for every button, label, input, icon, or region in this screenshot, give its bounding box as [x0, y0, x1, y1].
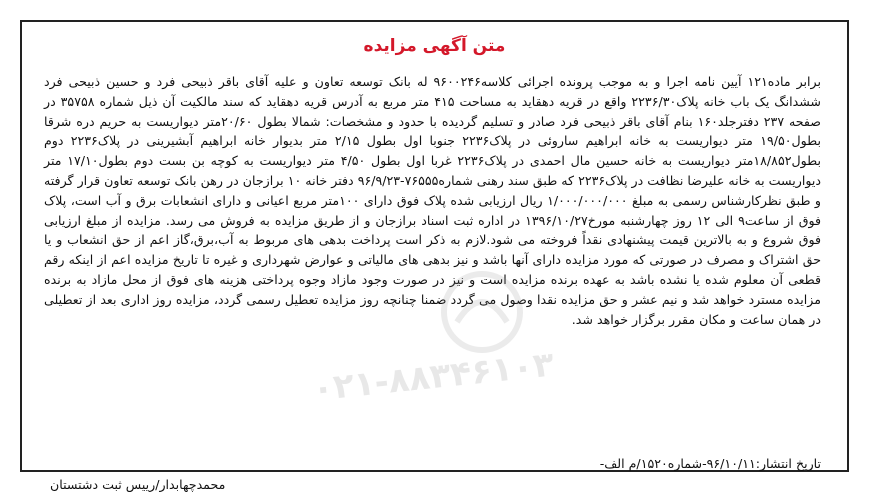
publish-date: تاریخ انتشار:۹۶/۱۰/۱۱-شماره۱۵۲۰/م الف-: [599, 456, 821, 471]
notice-title: متن آگهی مزایده: [363, 36, 506, 56]
notice-body-text: برابر ماده۱۲۱ آیین نامه اجرا و به موجب پرونده اجرائی کلاسه۹۶۰۰۲۴۶ له بانک توسعه تعاون و علیه آقای باقر ذبیحی فرد و حسین ذبیحی فرد ششدانگ یک باب خانه پلاک۲۲۳۶/۳۰ واقع در قریه دهقاید به مساحت ۴۱۵ متر مربع به آدرس قریه دهقاید که سند مالکیت آن ذیل شماره ۳۵۷۵۸ در صفحه ۲۳۷ دفترجلد۱۶۰ بنام آقای باقر ذبیحی فرد صادر و تسلیم گردیده با حدود و مشخصات: شمالا بطول ۲۰/۶۰متر دیواریست به حریم دره شرقا بطول۱۹/۵۰ متر دیواریست به خانه ابراهیم ساروئی در پلاک۲۲۳۶ جنوبا اول بطول ۲/۱۵ متر بدیوار خانه ابراهیم آبشیرینی در پلاک۲۲۳۶ دوم بطول۱۸/۸۵۲متر دیواریست به خانه حسین مال احمدی در پلاک۲۲۳۶ غربا اول بطول ۴/۵۰ متر دیواریست به کوچه بن بست دوم بطول۱۷/۱۰ متر دیواریست به خانه علیرضا نظافت در پلاک۲۲۳۶ که طبق سند رهنی شماره۷۶۵۵۵-۹۶/۹/۲۳ دفتر خانه ۱۰ برازجان در رهن بانک توسعه تعاون قرار گرفته و طبق نظرکارشناس رسمی به مبلغ ۱/۰۰۰/۰۰۰/۰۰۰ ریال ارزیابی شده پلاک فوق دارای ۱۰۰متر مربع اعیانی و دارای انشعابات برق و آب است، پلاک فوق از ساعت۹ الی ۱۲ روز چهارشنبه مورخ۱۳۹۶/۱۰/۲۷ در اداره ثبت اسناد برازجان و از طریق مزایده به فروش می رسد. مزایده از مبلغ ارزیابی فوق شروع و به بالاترین قیمت پیشنهادی نقداً فروخته می شود.لازم به ذکر است پرداخت بدهی های مربوط به آب،برق،گاز اعم از حق انشعاب و یا حق اشتراک و مصرف در صورتی که مورد مزایده دارای آنها باشد و نیز بدهی های مالیاتی و عوارض شهرداری و غیره تا تاریخ مزایده اعم از اینکه رقم قطعی آن معلوم شده یا نشده باشد به عهده برنده مزایده است و نیز در صورت وجود مازاد وجوه پرداختی هزینه های فوق از محل مازاد به برنده مزایده مسترد خواهد شد و نیم عشر و حق مزایده نقدا وصول می گردد ضمنا چنانچه روز مزایده تعطیل رسمی گردد، مزایده روز اداری بعد از تعطیلی در همان ساعت و مکان مقرر برگزار خواهد شد.: [44, 74, 822, 327]
watermark-phone: ۰۲۱-۸۸۳۴۶۱۰۳: [310, 344, 556, 410]
notice-frame: [20, 20, 849, 492]
signature: محمدچهابدار/رییس ثبت دشتستان: [50, 477, 226, 492]
notice-body: [44, 72, 821, 329]
